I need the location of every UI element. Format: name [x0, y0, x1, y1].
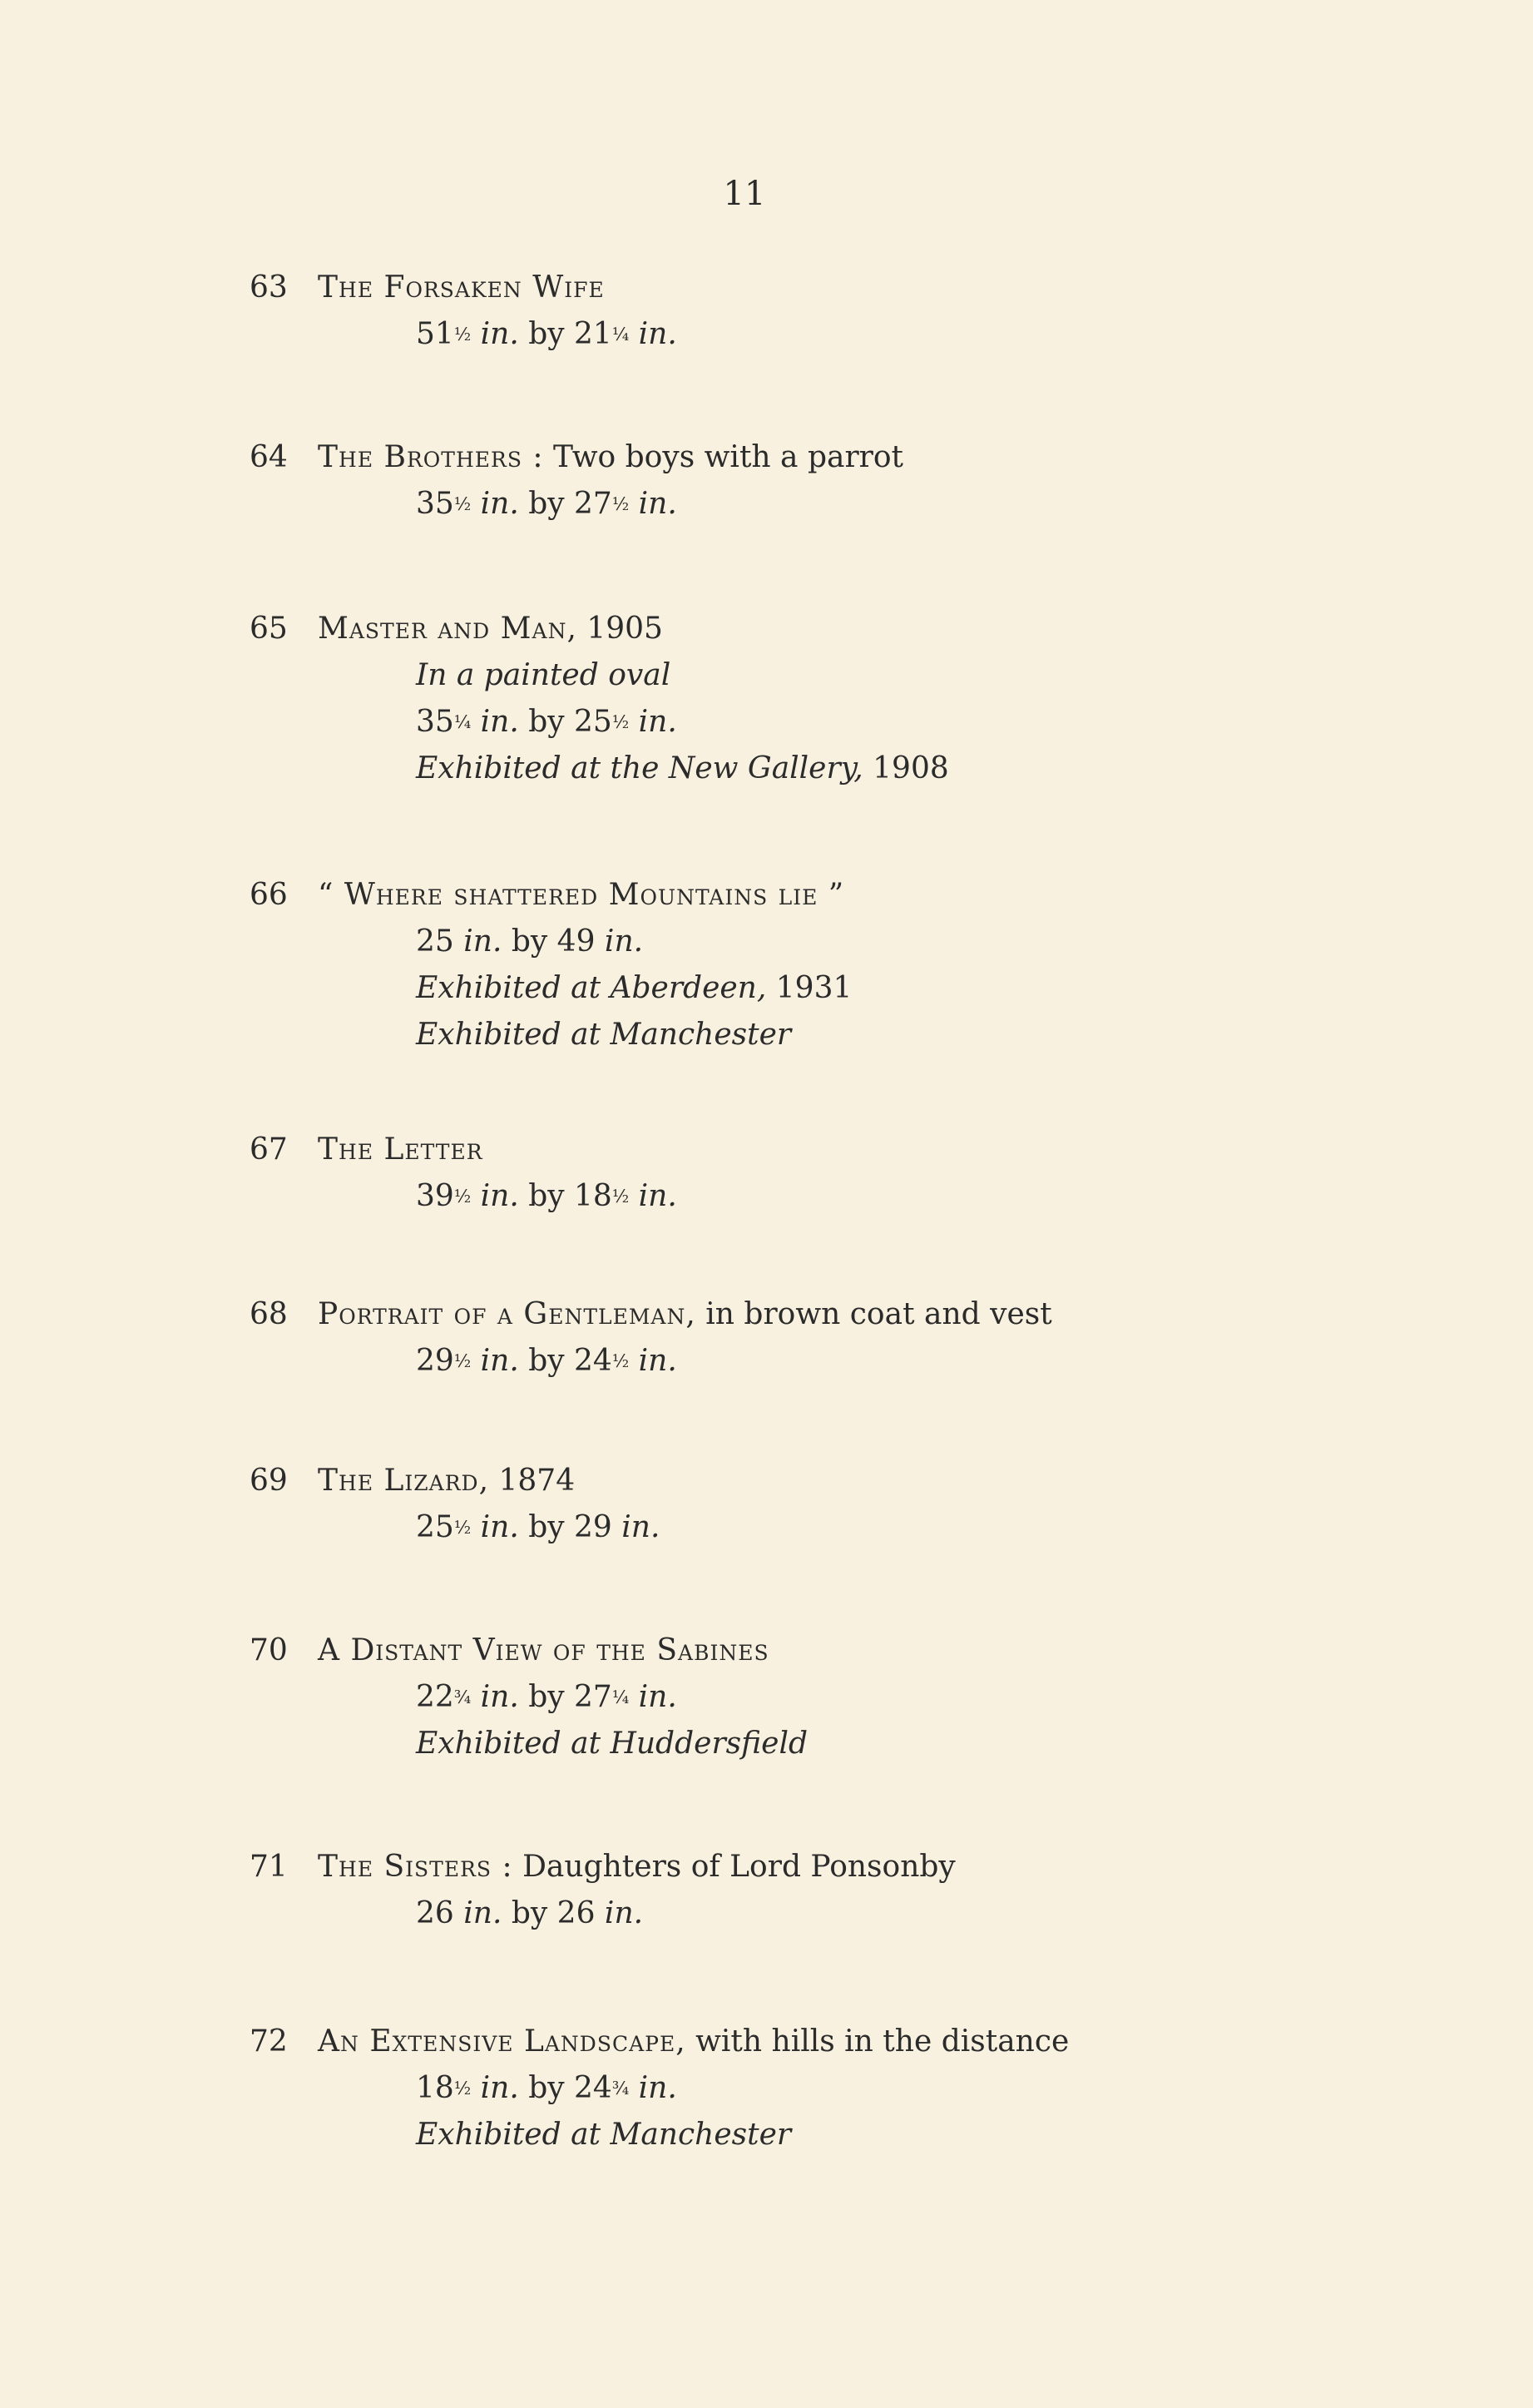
- exhibition-note: [250, 2112, 1069, 2158]
- width-value: 35: [416, 705, 454, 739]
- unit-label: in.: [471, 317, 529, 351]
- width-fraction: ½: [453, 325, 472, 344]
- by-label: by: [511, 924, 557, 959]
- unit-label: in.: [629, 1680, 677, 1714]
- entry-subtitle: in brown coat and vest: [695, 1297, 1052, 1331]
- exhibition-note: [250, 1012, 852, 1058]
- catalogue-entry: [250, 1628, 808, 1767]
- width-value: 26: [416, 1896, 454, 1930]
- height-fraction: ¼: [611, 1687, 630, 1707]
- entry-number: 72: [250, 2024, 288, 2059]
- height-value: 21: [574, 317, 612, 351]
- width-fraction: ½: [453, 2079, 472, 2098]
- height-fraction: ¾: [611, 2079, 630, 2098]
- exhibition-year: 1908: [863, 751, 949, 785]
- entry-number: 64: [250, 440, 288, 474]
- entry-dimensions: [250, 2065, 1069, 2112]
- exhibition-note: [250, 965, 852, 1012]
- height-fraction: ½: [611, 494, 630, 514]
- entry-dimensions: [250, 1504, 660, 1551]
- width-fraction: ½: [453, 1351, 472, 1371]
- entry-heading: [250, 1291, 1052, 1338]
- by-label: by: [528, 487, 575, 521]
- entry-title: The Sisters :: [318, 1850, 513, 1884]
- unit-label: in.: [471, 1510, 529, 1544]
- catalogue-entry: [250, 2019, 1069, 2158]
- entry-heading: [250, 1458, 660, 1504]
- entry-dimensions: [250, 311, 677, 358]
- width-fraction: ¾: [453, 1687, 472, 1707]
- entry-title: The Forsaken Wife: [318, 270, 605, 305]
- exhibition-venue: Exhibited at Manchester: [416, 1018, 792, 1052]
- entry-subtitle: 1874: [489, 1464, 576, 1498]
- width-value: 39: [416, 1179, 454, 1213]
- catalogue-entry: [250, 606, 949, 792]
- entry-heading: [250, 1844, 956, 1890]
- entry-heading: [250, 265, 677, 311]
- page-number: 11: [723, 175, 766, 213]
- height-fraction: ½: [611, 1187, 630, 1206]
- entry-note: In a painted oval: [416, 658, 671, 692]
- entry-subtitle: Two boys with a parrot: [543, 440, 904, 474]
- unit-label: in.: [611, 1510, 660, 1544]
- entry-heading: [250, 872, 852, 919]
- by-label: by: [528, 1179, 575, 1213]
- height-value: 27: [574, 1680, 612, 1714]
- entry-number: 69: [250, 1464, 288, 1498]
- entry-number: 67: [250, 1132, 288, 1167]
- unit-label: in.: [595, 924, 644, 959]
- height-value: 29: [574, 1510, 612, 1544]
- entry-dimensions: [250, 1890, 956, 1937]
- entry-title: Portrait of a Gentleman,: [318, 1297, 696, 1331]
- unit-label: in.: [629, 705, 677, 739]
- exhibition-venue: Exhibited at the New Gallery,: [416, 751, 863, 785]
- width-value: 51: [416, 317, 454, 351]
- entry-number: 70: [250, 1633, 288, 1667]
- unit-label: in.: [629, 487, 677, 521]
- unit-label: in.: [453, 1896, 512, 1930]
- entry-heading: [250, 1628, 808, 1674]
- entry-heading: [250, 606, 949, 652]
- unit-label: in.: [595, 1896, 644, 1930]
- entry-dimensions: [250, 699, 949, 746]
- unit-label: in.: [471, 1344, 529, 1378]
- unit-label: in.: [629, 1344, 677, 1378]
- by-label: by: [528, 1510, 575, 1544]
- height-value: 26: [556, 1896, 596, 1930]
- width-value: 18: [416, 2071, 454, 2105]
- by-label: by: [528, 1344, 575, 1378]
- unit-label: in.: [471, 1680, 529, 1714]
- entry-number: 68: [250, 1297, 288, 1331]
- unit-label: in.: [629, 317, 677, 351]
- width-fraction: ½: [453, 494, 472, 514]
- entry-dimensions: [250, 919, 852, 965]
- catalogue-entry: [250, 265, 677, 358]
- entry-number: 63: [250, 270, 288, 305]
- width-fraction: ½: [453, 1518, 472, 1538]
- width-value: 22: [416, 1680, 454, 1714]
- entry-dimensions: [250, 481, 903, 528]
- entry-subtitle: with hills in the distance: [685, 2024, 1070, 2059]
- by-label: by: [528, 2071, 575, 2105]
- height-fraction: ¼: [611, 325, 630, 344]
- entry-dimensions: [250, 1674, 808, 1721]
- entry-subtitle: 1905: [576, 612, 663, 646]
- entry-heading: [250, 1127, 677, 1173]
- height-value: 27: [574, 487, 612, 521]
- entry-dimensions: [250, 1173, 677, 1220]
- width-value: 29: [416, 1344, 454, 1378]
- entry-heading: [250, 434, 903, 481]
- entry-title: A Distant View of the Sabines: [318, 1633, 769, 1667]
- entry-title: The Brothers :: [318, 440, 544, 474]
- exhibition-venue: Exhibited at Aberdeen,: [416, 971, 767, 1005]
- catalogue-entry: [250, 1127, 677, 1220]
- catalogue-entry: [250, 1458, 660, 1551]
- by-label: by: [528, 1680, 575, 1714]
- entry-title: Master and Man,: [318, 612, 577, 646]
- unit-label: in.: [453, 924, 512, 959]
- entry-title: An Extensive Landscape,: [318, 2024, 686, 2059]
- by-label: by: [528, 705, 575, 739]
- unit-label: in.: [471, 2071, 529, 2105]
- entry-number: 71: [250, 1850, 288, 1884]
- entry-number: 66: [250, 878, 288, 912]
- catalogue-entry: [250, 1844, 956, 1937]
- entry-subtitle: Daughters of Lord Ponsonby: [512, 1850, 956, 1884]
- entry-title: The Lizard,: [318, 1464, 490, 1498]
- height-value: 24: [574, 2071, 612, 2105]
- exhibition-year: 1931: [766, 971, 853, 1005]
- by-label: by: [528, 317, 575, 351]
- catalogue-entry: [250, 434, 903, 528]
- unit-label: in.: [471, 1179, 529, 1213]
- unit-label: in.: [471, 705, 529, 739]
- catalogue-entry: [250, 872, 852, 1058]
- height-value: 25: [574, 705, 612, 739]
- width-value: 25: [416, 1510, 454, 1544]
- exhibition-venue: Exhibited at Manchester: [416, 2118, 792, 2152]
- unit-label: in.: [471, 487, 529, 521]
- exhibition-venue: Exhibited at Huddersfield: [416, 1727, 809, 1761]
- by-label: by: [511, 1896, 557, 1930]
- entry-title: “ Where shattered Mountains lie ”: [318, 878, 845, 912]
- entry-title: The Letter: [318, 1132, 483, 1167]
- width-value: 25: [416, 924, 454, 959]
- exhibition-note: [250, 746, 949, 792]
- height-value: 24: [574, 1344, 612, 1378]
- width-fraction: ¼: [453, 712, 472, 732]
- catalogue-entry: [250, 1291, 1052, 1385]
- unit-label: in.: [629, 1179, 677, 1213]
- entry-dimensions: [250, 1338, 1052, 1385]
- height-fraction: ½: [611, 712, 630, 732]
- height-fraction: ½: [611, 1351, 630, 1371]
- exhibition-note: [250, 1721, 808, 1767]
- width-fraction: ½: [453, 1187, 472, 1206]
- width-value: 35: [416, 487, 454, 521]
- unit-label: in.: [629, 2071, 677, 2105]
- entry-heading: [250, 2019, 1069, 2065]
- height-value: 18: [574, 1179, 612, 1213]
- height-value: 49: [556, 924, 596, 959]
- entry-number: 65: [250, 612, 288, 646]
